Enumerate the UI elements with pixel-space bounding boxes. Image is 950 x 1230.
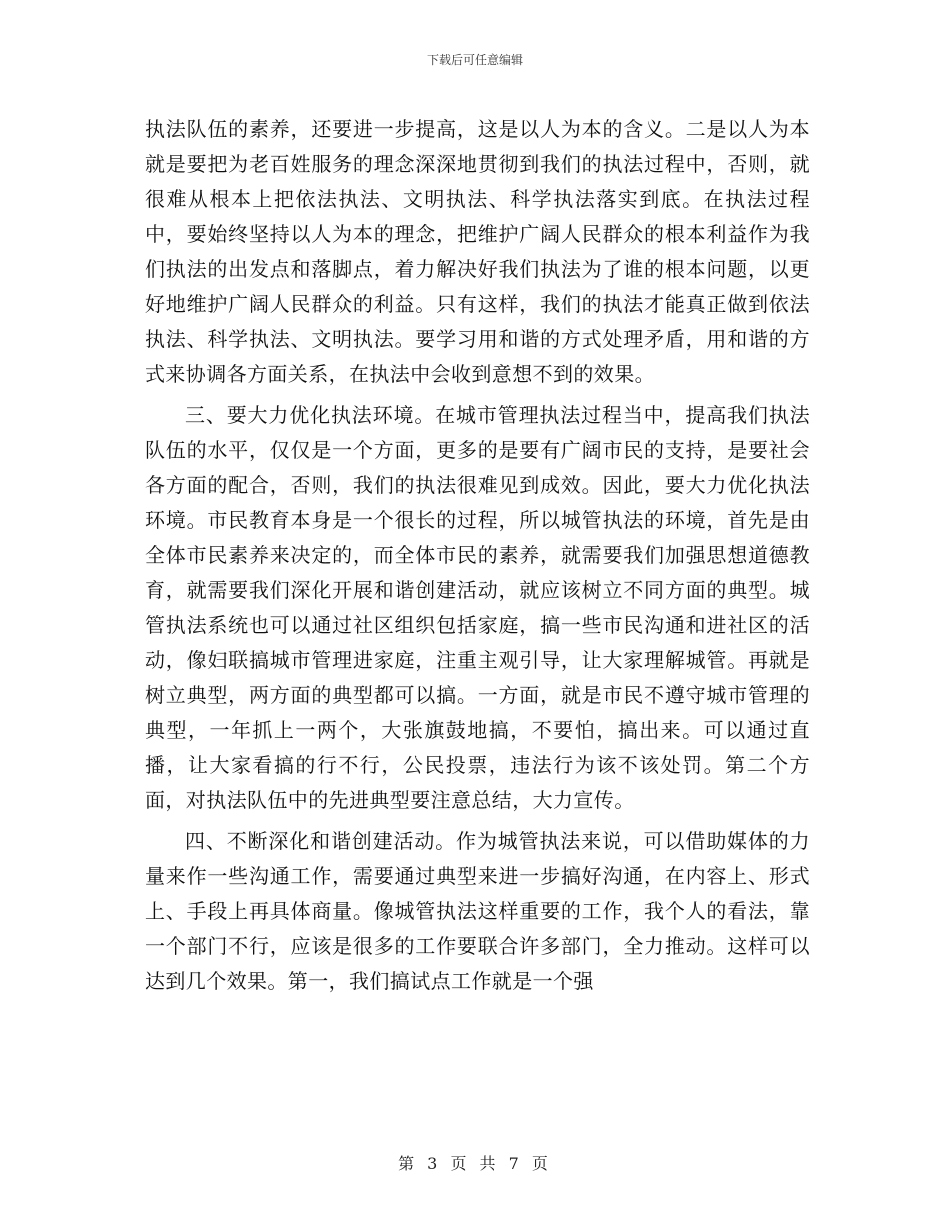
paragraph-section-four: 四、不断深化和谐创建活动。作为城管执法来说，可以借助媒体的力量来作一些沟通工作，需要通过典型来进一步搞好沟通，在内容上、形式上、手段上再具体商量。像城管执法这样重要的工作，我个人的看法，靠一个部门不行，应该是很多的工作要联合许多部门，全力推动。这样可以达到几个效果。第一，我们搞试点工作就是一个强 [145,829,810,993]
paragraph-section-three: 三、要大力优化执法环境。在城市管理执法过程当中，提高我们执法队伍的水平，仅仅是一个方面，更多的是要有广阔市民的支持，是要社会各方面的配合，否则，我们的执法很难见到成效。因此，要大力优化执法环境。市民教育本身是一个很长的过程，所以城管执法的环境，首先是由全体市民素养来决定的，而全体市民的素养，就需要我们加强思想道德教育，就需要我们深化开展和谐创建活动，就应该树立不同方面的典型。城管执法系统也可以通过社区组织包括家庭，搞一些市民沟通和进社区的活动，像妇联搞城市管理进家庭，注重主观引导，让大家理解城管。再就是树立典型，两方面的典型都可以搞。一方面，就是市民不遵守城市管理的典型，一年抓上一两个，大张旗鼓地搞，不要怕，搞出来。可以通过直播，让大家看搞的行不行，公民投票，违法行为该不该处罚。第二个方面，对执法队伍中的先进典型要注意总结，大力宣传。 [145,403,810,812]
page-number-footer: 第 3 页 共 7 页 [398,1154,552,1173]
document-body [145,112,810,999]
paragraph-continuation: 执法队伍的素养，还要进一步提高，这是以人为本的含义。二是以人为本就是要把为老百姓服务的理念深深地贯彻到我们的执法过程中，否则，就很难从根本上把依法执法、文明执法、科学执法落实到底。在执法过程中，要始终坚持以人为本的理念，把维护广阔人民群众的根本利益作为我们执法的出发点和落脚点，着力解决好我们执法为了谁的根本问题，以更好地维护广阔人民群众的利益。只有这样，我们的执法才能真正做到依法执法、科学执法、文明执法。要学习用和谐的方式处理矛盾，用和谐的方式来协调各方面关系，在执法中会收到意想不到的效果。 [145,117,810,386]
page-header-note: 下载后可任意编辑 [426,53,523,67]
